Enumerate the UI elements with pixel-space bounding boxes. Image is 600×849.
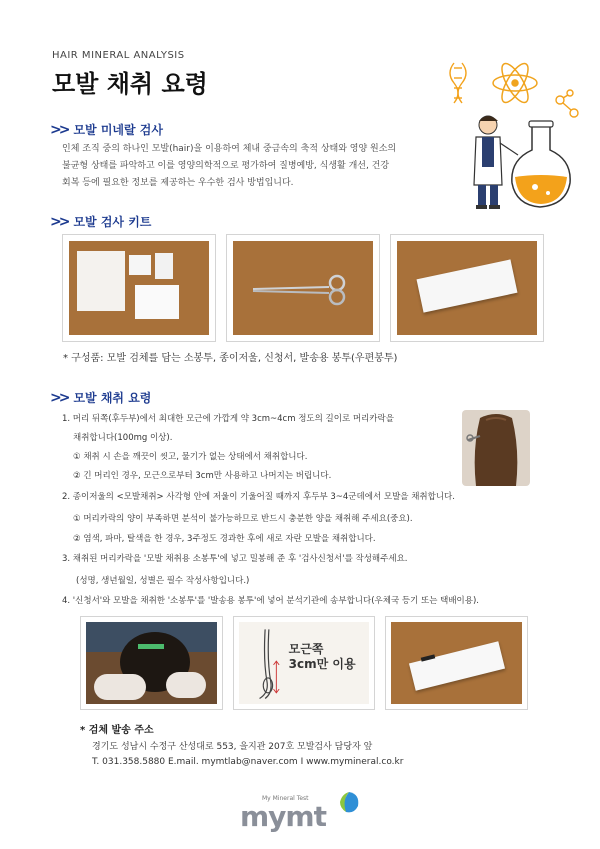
- step-line: ② 긴 머리인 경우, 모근으로부터 3cm만 사용하고 나머지는 버립니다.: [73, 471, 332, 481]
- section-heading-kit: [50, 213, 151, 230]
- step-line: 1. 머리 뒤쪽(후두부)에서 최대한 모근에 가깝게 약 3cm~4cm 정도의 길이로 머리카락을: [62, 414, 394, 424]
- diagram-label-length: 3cm만 이용: [288, 657, 356, 671]
- step-line: 4. '신청서'와 모발을 채취한 '소봉투'를 '발송용 봉투'에 넣어 분석기관에 송부합니다(우체국 등기 또는 택배이용).: [62, 596, 479, 606]
- section-heading-intro: [50, 121, 163, 138]
- step-line: 2. 종이저울의 <모발채취> 사각형 안에 저울이 기울어질 때까지 후두부 3~4군데에서 모발을 채취합니다.: [62, 492, 455, 502]
- intro-line: 인체 조직 중의 하나인 모발(hair)을 이용하여 체내 중금속의 축적 상태와 영양 원소의: [62, 144, 397, 154]
- contact-line: T. 031.358.5880 E.mail. mymtlab@naver.com I www.mymineral.co.kr: [92, 757, 404, 767]
- photo-cutting-hair: [80, 616, 223, 710]
- step-line: (성명, 생년월일, 성별은 필수 작성사항입니다.): [76, 576, 250, 586]
- brand-tagline: My Mineral Test: [262, 795, 309, 802]
- step-line: ① 채취 시 손을 깨끗이 씻고, 물기가 없는 상태에서 채취합니다.: [73, 452, 308, 462]
- step-line: ② 염색, 파마, 탈색을 한 경우, 3주정도 경과한 후에 새로 자란 모발을 채취합니다.: [73, 534, 376, 544]
- step-line: ① 머리카락의 양이 부족하면 분석이 불가능하므로 반드시 충분한 양을 채취해 주세요(중요).: [73, 514, 413, 524]
- section-heading-label: 모발 미네랄 검사: [73, 123, 163, 137]
- intro-line: 회복 등에 필요한 정보를 제공하는 우수한 검사 방법입니다.: [62, 178, 294, 188]
- diagram-label-root: 모근쪽: [288, 642, 324, 656]
- scissors-icon: [233, 241, 373, 335]
- atom-icon: [493, 60, 537, 106]
- address-line: 경기도 성남시 수정구 산성대로 553, 을지관 207호 모발검사 담당자 앞: [92, 742, 373, 752]
- kit-photo-scissors: [226, 234, 380, 342]
- section-heading-label: 모발 검사 키트: [73, 215, 152, 229]
- photo-sealed-envelope: [385, 616, 528, 710]
- kit-photo-row: [62, 234, 544, 342]
- address-label: * 검체 발송 주소: [80, 725, 154, 736]
- kit-photo-documents: [62, 234, 216, 342]
- molecule-icon: [556, 90, 578, 117]
- collection-photo-row: [80, 616, 528, 710]
- double-chevron-icon: >>: [50, 213, 68, 230]
- section-heading-method: [50, 389, 151, 406]
- dna-icon: [450, 63, 466, 103]
- brand-logo: [240, 794, 370, 838]
- kit-components-note: * 구성품: 모발 검체를 담는 소봉투, 종이저울, 신청서, 발송용 봉투(우편봉투): [63, 353, 398, 364]
- page-title: 모발 채취 요령: [52, 70, 208, 98]
- brand-wordmark: mymt: [240, 800, 326, 833]
- intro-paragraph: [62, 141, 542, 192]
- intro-line: 불균형 상태를 파악하고 이를 영양의학적으로 평가하여 질병예방, 식생활 개선, 건강: [62, 161, 390, 171]
- double-chevron-icon: >>: [50, 121, 68, 138]
- leaf-logo-icon: [336, 790, 362, 816]
- step-line: 3. 채취된 머리카락을 '모발 채취용 소봉투'에 넣고 밀봉해 준 후 '검사신청서'를 작성해주세요.: [62, 554, 408, 564]
- step-line: 채취합니다(100mg 이상).: [73, 433, 173, 443]
- section-heading-label: 모발 채취 요령: [73, 391, 152, 405]
- double-chevron-icon: >>: [50, 389, 68, 406]
- eyebrow: HAIR MINERAL ANALYSIS: [52, 50, 185, 61]
- kit-photo-envelope: [390, 234, 544, 342]
- root-length-diagram: [233, 616, 376, 710]
- hair-photo: [462, 410, 530, 486]
